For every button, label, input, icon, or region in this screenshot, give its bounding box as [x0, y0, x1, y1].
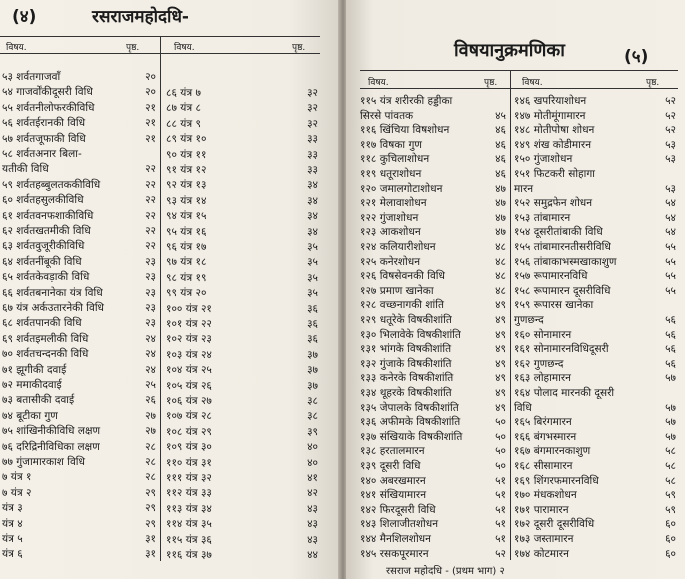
- left-b-entry-title: १०० यंत्र २१: [166, 302, 212, 315]
- right-a-entry-title: १२९ धतूरेके विषकीशांति: [360, 314, 452, 326]
- right-b-entry-page: ५५: [665, 284, 676, 297]
- left-b-entry-page: ३७: [307, 364, 318, 377]
- left-a-entry-title: ६६ शर्वतबनानेका यंत्र विधि: [2, 286, 103, 299]
- right-b-entry-page: ५५: [665, 241, 676, 253]
- right-b-entry-title: १७२ दूसरी दूसरीविधि: [514, 518, 595, 531]
- right-b-entry-page: ५५: [665, 255, 676, 268]
- right-b-entry-title: १५९ रूपारस खानेका: [514, 299, 594, 312]
- right-a-entry-page: ५०: [495, 430, 506, 443]
- left-a-entry-title: ७६ दरिद्रिनीविधिका लक्षण: [2, 440, 100, 453]
- right-b-entry-title: गुणछन्द: [514, 314, 544, 326]
- left-b-entry-page: ४०: [307, 441, 318, 454]
- right-a-entry-title: १४१ संखियामारन: [360, 489, 427, 502]
- left-b-entry-title: ८७ यंत्र ८: [166, 102, 201, 115]
- right-colhead-page-a: पृष्ठ.: [484, 78, 498, 88]
- right-a-entry-page: ४९: [495, 314, 506, 326]
- right-b-entry-title: १५८ रूपामारन दूसरीविधि: [514, 284, 611, 297]
- right-b-entry-page: ५४: [665, 226, 676, 239]
- left-a-entry-page: २२: [145, 240, 156, 253]
- left-b-entry-title: ९८ यंत्र १९: [166, 271, 207, 284]
- left-b-entry-page: ३४: [307, 179, 318, 192]
- left-b-entry-page: ३८: [307, 395, 318, 407]
- left-b-entry-page: ३४: [307, 225, 318, 238]
- right-colhead-subject-b: विषय.: [522, 78, 543, 88]
- left-a-entry-title: ५९ शर्वतहब्बुलतककीविधि: [2, 178, 101, 191]
- left-b-entry-title: १०५ यंत्र २६: [166, 379, 212, 392]
- left-b-entry-title: १०९ यंत्र ३०: [166, 441, 212, 454]
- right-a-entry-page: ४९: [495, 328, 506, 341]
- right-footer: रसराज महोदधि - (प्रथम भाग) २: [386, 566, 505, 577]
- left-b-entry-title: ९३ यंत्र १४: [166, 194, 207, 207]
- right-b-entry-title: विधि: [514, 401, 532, 414]
- left-a-entry-page: २५: [145, 379, 156, 391]
- right-a-entry-title: १२७ प्रमाण खानेका: [360, 284, 434, 297]
- right-b-entry-page: ५७: [665, 401, 676, 414]
- left-a-entry-title: ७ यंत्र १: [2, 471, 32, 484]
- right-a-entry-title: ११५ यंत्र शरीरकी हड्डीका: [360, 95, 453, 107]
- left-a-entry-page: २१: [145, 117, 156, 130]
- left-a-entry-page: २३: [145, 302, 156, 314]
- right-b-entry-page: ५६: [665, 328, 676, 341]
- right-a-entry-title: १३४ थूहरके विषकीशांति: [360, 387, 452, 399]
- right-b-entry-title: १४८ मोतीपोषा शोधन: [514, 124, 595, 137]
- right-b-entry-page: ५६: [665, 357, 676, 370]
- right-a-entry-title: १३९ दूसरी विधि: [360, 460, 421, 472]
- right-b-entry-page: ५४: [665, 211, 676, 224]
- left-a-entry-title: यंत्र ३: [2, 502, 23, 515]
- left-a-entry-page: २०: [145, 71, 156, 83]
- left-b-entry-title: ११६ यंत्र ३७: [166, 549, 212, 561]
- right-b-entry-page: ५७: [665, 416, 676, 429]
- right-page: [346, 0, 685, 579]
- left-b-entry-title: ८९ यंत्र १०: [166, 133, 207, 146]
- right-b-entry-page: ६०: [665, 518, 676, 531]
- right-b-entry-page: ५९: [665, 503, 676, 516]
- right-b-entry-title: १५३ तांबामारन: [514, 211, 571, 224]
- left-b-entry-title: ९९ यंत्र २०: [166, 287, 207, 300]
- right-page-title: विषयानुक्रमणिका: [454, 40, 565, 61]
- right-a-entry-title: १२० जमालगोटाशोधन: [360, 182, 443, 195]
- right-a-entry-page: ४६: [495, 138, 506, 151]
- right-a-entry-title: १२५ कनेरशोधन: [360, 255, 421, 268]
- right-b-entry-title: मारन: [514, 182, 534, 195]
- right-b-entry-page: ५६: [665, 314, 676, 326]
- right-b-entry-page: ५६: [665, 343, 676, 356]
- left-a-entry-title: ६८ शर्वतपानकी विधि: [2, 317, 82, 330]
- left-a-entry-title: ६७ यंत्र अर्कउतारनेकी विधि: [2, 302, 105, 314]
- right-b-entry-page: ६०: [665, 533, 676, 545]
- right-a-entry-title: १२३ आकशोधन: [360, 226, 421, 239]
- right-a-entry-page: ५१: [495, 489, 506, 502]
- right-b-entry-title: १६९ शिंगरफमारनविधि: [514, 474, 599, 487]
- left-b-entry-page: ३२: [307, 87, 318, 99]
- right-a-entry-page: ५१: [495, 474, 506, 487]
- right-a-entry-title: १४२ फिरदूसरी विधि: [360, 503, 436, 516]
- right-a-entry-page: ४९: [495, 357, 506, 370]
- right-b-entry-page: ५३: [665, 138, 676, 151]
- left-a-entry-page: २९: [145, 486, 156, 499]
- left-b-entry-title: १०७ यंत्र २८: [166, 410, 212, 423]
- right-a-entry-page: ४९: [495, 343, 506, 356]
- right-colhead-page-b: पृष्ठ.: [646, 78, 660, 88]
- left-b-entry-title: ११५ यंत्र ३६: [166, 533, 212, 546]
- left-a-entry-title: यंत्र ६: [2, 548, 23, 561]
- left-b-entry-title: १०२ यंत्र २३: [166, 333, 212, 346]
- right-top-rule: [360, 70, 678, 71]
- right-a-entry-title: १४४ मैनशिलशोधन: [360, 533, 431, 545]
- right-b-entry-title: १६२ गुणछन्द: [514, 357, 564, 370]
- right-b-entry-page: ५५: [665, 270, 676, 283]
- left-a-entry-page: २०: [145, 86, 156, 99]
- left-a-entry-title: ७१ झूगीकी दवाई: [2, 363, 67, 376]
- right-head-rule: [360, 88, 678, 89]
- left-b-entry-title: ९४ यंत्र १५: [166, 210, 207, 223]
- left-b-entry-page: ३२: [307, 102, 318, 115]
- right-a-entry-title: १२६ विषसेवनकी विधि: [360, 270, 445, 283]
- left-b-entry-page: ३६: [307, 302, 318, 315]
- right-b-entry-title: १६३ लोहामारन: [514, 372, 571, 385]
- left-a-entry-page: २८: [145, 440, 156, 453]
- left-b-entry-page: ३६: [307, 333, 318, 346]
- right-a-entry-title: १२४ कलियारीशोधन: [360, 241, 436, 253]
- right-a-entry-page: ४६: [495, 153, 506, 166]
- left-b-entry-page: ४३: [307, 518, 318, 531]
- left-a-entry-title: ७४ बूटीका गुण: [2, 409, 58, 422]
- left-a-entry-title: ७५ शांखिनीकीविधि लक्षण: [2, 425, 101, 438]
- left-b-entry-page: ३६: [307, 318, 318, 330]
- right-b-entry-title: १५२ समुद्रफेन शोधन: [514, 197, 593, 210]
- left-a-entry-page: ३१: [145, 533, 156, 545]
- left-a-entry-page: २२: [145, 225, 156, 237]
- left-a-entry-title: ७७ गुंजामारकाश विधि: [2, 456, 85, 468]
- right-a-entry-page: ४९: [495, 372, 506, 385]
- left-b-entry-title: ९५ यंत्र १६: [166, 225, 207, 238]
- left-b-entry-title: १११ यंत्र ३२: [166, 472, 212, 484]
- right-a-entry-page: ४८: [495, 270, 506, 283]
- left-b-entry-page: ४०: [307, 456, 318, 469]
- left-a-entry-title: ६१ शर्वतवनफशाकीविधि: [2, 209, 94, 222]
- left-b-entry-page: ३२: [307, 117, 318, 130]
- right-a-entry-title: १२२ गुंजाशोधन: [360, 211, 419, 224]
- left-a-entry-title: ५८ शर्वतअनार बिला-: [2, 148, 82, 160]
- right-b-entry-title: १६६ बंगभस्मारन: [514, 430, 577, 443]
- right-a-entry-page: ४९: [495, 387, 506, 399]
- right-a-entry-title: १३३ कनेरके विषकीशांति: [360, 372, 454, 385]
- left-a-entry-page: २२: [145, 194, 156, 207]
- left-a-entry-title: यतीकी विधि: [2, 163, 49, 176]
- right-a-entry-title: १३६ अफीमके विषकीशांति: [360, 416, 461, 429]
- right-a-entry-title: १३२ गुंजाके विषकीशांति: [360, 357, 452, 370]
- left-b-entry-title: ९१ यंत्र १२: [166, 164, 207, 176]
- right-b-entry-title: १४९ शंख कोडीमारन: [514, 138, 592, 151]
- left-b-entry-title: ११४ यंत्र ३५: [166, 518, 212, 531]
- right-b-entry-page: ५९: [665, 489, 676, 502]
- left-b-entry-page: ४२: [307, 487, 318, 500]
- right-a-entry-page: ५०: [495, 460, 506, 472]
- right-column-divider: [510, 70, 511, 560]
- left-a-entry-page: २९: [145, 502, 156, 515]
- right-b-entry-title: १४७ मोतीमूंगामारन: [514, 109, 586, 122]
- right-b-entry-title: १७१ पारामारन: [514, 503, 569, 516]
- left-b-entry-page: ३३: [307, 133, 318, 146]
- left-a-entry-page: २२: [145, 209, 156, 222]
- right-b-entry-page: ५२: [665, 124, 676, 137]
- right-b-entry-title: १६० सोनामारन: [514, 328, 572, 341]
- left-b-entry-page: ४१: [307, 472, 318, 484]
- left-a-entry-page: ३१: [145, 548, 156, 561]
- right-a-entry-page: ४७: [495, 211, 506, 224]
- left-a-entry-page: २७: [145, 409, 156, 422]
- right-a-entry-page: ५१: [495, 518, 506, 531]
- left-b-entry-title: ९६ यंत्र १७: [166, 241, 207, 253]
- right-a-entry-page: ५२: [495, 547, 506, 560]
- right-b-entry-title: १४६ खपरियाशोधन: [514, 95, 587, 107]
- left-page-title: रसराजमहोदधि-: [92, 7, 189, 27]
- right-a-entry-page: ४९: [495, 299, 506, 312]
- right-b-entry-page: ५२: [665, 109, 676, 122]
- right-b-entry-title: १६७ बंगमारनकाशुण: [514, 445, 591, 458]
- left-a-entry-page: २४: [145, 363, 156, 376]
- right-b-entry-page: ५४: [665, 197, 676, 210]
- right-a-entry-page: ५०: [495, 445, 506, 458]
- left-a-entry-page: २६: [145, 394, 156, 407]
- left-a-entry-page: २४: [145, 332, 156, 345]
- left-a-entry-title: ५३ शर्वतगाजवाँ: [2, 71, 61, 83]
- left-a-entry-page: २८: [145, 456, 156, 468]
- right-a-entry-title: १३८ हरतालमारन: [360, 445, 425, 458]
- left-a-entry-page: २७: [145, 425, 156, 438]
- right-b-entry-title: १६८ सीसामारन: [514, 460, 573, 472]
- right-page-number: (५): [624, 47, 649, 67]
- right-a-entry-title: १२१ मेलावाशोधन: [360, 197, 427, 210]
- right-a-entry-title: ११७ विषका गुण: [360, 138, 422, 151]
- left-b-entry-page: ३९: [307, 425, 318, 438]
- right-a-entry-page: ४८: [495, 255, 506, 268]
- left-b-entry-page: ३७: [307, 379, 318, 392]
- left-b-entry-page: ३५: [307, 241, 318, 253]
- left-a-entry-page: २९: [145, 517, 156, 530]
- left-b-entry-page: ४४: [307, 549, 318, 561]
- right-a-entry-page: ४८: [495, 241, 506, 253]
- left-a-entry-title: ६९ शर्वतइमलीकी विधि: [2, 332, 89, 345]
- right-b-entry-title: १६१ सोनामारनविधिदूसरी: [514, 343, 609, 356]
- right-a-entry-page: ४५: [495, 109, 506, 122]
- right-b-entry-title: १६४ पोलाद मारनकी दूसरी: [514, 387, 615, 399]
- left-a-entry-title: ५५ शर्वतनीलोफरकीविधि: [2, 101, 95, 114]
- right-a-entry-title: १२८ वच्छनागकी शांति: [360, 299, 444, 312]
- left-a-entry-page: २३: [145, 255, 156, 268]
- left-a-entry-title: ५६ शर्वतईरानकी विधि: [2, 117, 86, 130]
- right-a-entry-page: ४७: [495, 226, 506, 239]
- right-b-entry-page: ५३: [665, 182, 676, 195]
- left-a-entry-title: ६४ शर्वतनींबूकी विधि: [2, 255, 82, 268]
- left-colhead-subject-a: विषय.: [6, 43, 27, 53]
- right-a-entry-title: १३७ संखियाके विषकीशांति: [360, 430, 463, 443]
- right-a-entry-title: ११६ खिंचिया विषशोधन: [360, 124, 450, 137]
- right-a-entry-title: ११८ कुचिलाशोधन: [360, 153, 430, 166]
- left-b-entry-page: ३४: [307, 210, 318, 223]
- left-b-entry-title: ८६ यंत्र ७: [166, 87, 201, 99]
- left-b-entry-page: ४३: [307, 502, 318, 515]
- right-b-entry-page: ५८: [665, 445, 676, 458]
- right-a-entry-page: ५१: [495, 533, 506, 545]
- left-b-entry-title: १०८ यंत्र २९: [166, 425, 212, 438]
- left-a-entry-title: ७ यंत्र २: [2, 486, 32, 499]
- right-a-entry-title: १४० अबरखमारन: [360, 474, 426, 487]
- right-b-entry-title: १५७ रूपामारनविधि: [514, 270, 588, 283]
- left-a-entry-title: ५७ शर्वतजूफाकी विधि: [2, 132, 86, 145]
- left-a-entry-title: ६० शर्वतहसुलकीविधि: [2, 194, 84, 207]
- left-b-entry-page: ३३: [307, 148, 318, 161]
- left-b-entry-title: ११२ यंत्र ३३: [166, 487, 212, 500]
- right-b-entry-title: १७० मंधकशोधन: [514, 489, 577, 502]
- left-a-entry-page: २२: [145, 178, 156, 191]
- left-page-number: (४): [12, 7, 37, 27]
- left-colhead-subject-b: विषय.: [174, 43, 195, 53]
- left-colhead-page-b: पृष्ठ.: [292, 43, 306, 53]
- left-a-entry-title: ६२ शर्वतखतमीकी विधि: [2, 225, 91, 237]
- right-a-entry-title: १३५ जेपालके विषकीशांति: [360, 401, 459, 414]
- right-b-entry-page: ५८: [665, 474, 676, 487]
- left-b-entry-title: ११० यंत्र ३१: [166, 456, 212, 469]
- left-a-entry-page: २१: [145, 101, 156, 114]
- left-b-entry-title: ९२ यंत्र १३: [166, 179, 207, 192]
- right-b-entry-page: ५२: [665, 95, 676, 107]
- left-b-entry-title: ८८ यंत्र ९: [166, 117, 201, 130]
- right-b-entry-page: ५७: [665, 372, 676, 385]
- left-column-divider: [160, 36, 161, 561]
- left-a-entry-title: ६५ शर्वतकेवड़ाकी विधि: [2, 271, 90, 284]
- right-b-entry-page: ६०: [665, 547, 676, 560]
- right-a-entry-page: ४६: [495, 168, 506, 180]
- left-b-entry-page: ३४: [307, 194, 318, 207]
- left-b-entry-title: १०१ यंत्र २२: [166, 318, 212, 330]
- left-b-entry-page: ३३: [307, 164, 318, 176]
- right-b-entry-title: १५४ दूसरीतांबाकी विधि: [514, 226, 603, 239]
- left-b-entry-page: ४३: [307, 533, 318, 546]
- left-b-entry-page: ३५: [307, 287, 318, 300]
- left-a-entry-title: यंत्र ५: [2, 533, 23, 545]
- left-a-entry-title: ७२ ममाकीदवाई: [2, 379, 62, 391]
- right-a-entry-page: ५०: [495, 416, 506, 429]
- left-page: [0, 0, 340, 579]
- right-a-entry-title: १३१ भांगके विषकीशांति: [360, 343, 452, 356]
- left-b-entry-title: १०४ यंत्र २५: [166, 364, 212, 377]
- right-b-entry-page: ५३: [665, 153, 676, 166]
- left-b-entry-title: ९० यंत्र ११: [166, 148, 207, 161]
- right-b-entry-title: १५५ तांबामारनतीसरीविधि: [514, 241, 611, 253]
- right-a-entry-page: ४६: [495, 124, 506, 137]
- right-b-entry-title: १६५ बिरंगमारन: [514, 416, 572, 429]
- left-a-entry-title: ७३ बतासीकी दवाई: [2, 394, 75, 407]
- right-a-entry-title: १३० भिलावेके विषकीशांति: [360, 328, 461, 341]
- left-colhead-page-a: पृष्ठ.: [126, 43, 140, 53]
- left-a-entry-page: २३: [145, 317, 156, 330]
- right-b-entry-title: १७४ कोटमारन: [514, 547, 569, 560]
- right-b-entry-title: १५० गुंजाशोधन: [514, 153, 573, 166]
- left-b-entry-page: ३७: [307, 348, 318, 361]
- right-a-entry-title: १४५ रसकपूरमारन: [360, 547, 429, 560]
- right-a-entry-title: १४३ शिलाजीतशोधन: [360, 518, 439, 531]
- left-b-entry-title: ११३ यंत्र ३४: [166, 502, 212, 515]
- left-b-entry-page: ३८: [307, 410, 318, 423]
- left-b-entry-page: ३५: [307, 271, 318, 284]
- left-b-entry-page: ३५: [307, 256, 318, 269]
- left-a-entry-page: २२: [145, 163, 156, 176]
- left-a-entry-page: २४: [145, 348, 156, 361]
- right-a-entry-page: ४७: [495, 197, 506, 210]
- left-a-entry-page: २३: [145, 286, 156, 299]
- right-a-entry-title: ११९ धतूराशोधन: [360, 168, 422, 180]
- left-b-entry-title: १०६ यंत्र २७: [166, 395, 212, 407]
- left-a-entry-page: २३: [145, 271, 156, 284]
- left-a-entry-title: ७० शर्वतचन्दनकी विधि: [2, 348, 89, 361]
- left-a-entry-page: २८: [145, 471, 156, 484]
- left-a-entry-title: ५४ गाजर्वोंकीदूसरी विधि: [2, 86, 93, 99]
- right-a-entry-title: सिरसे पांवतक: [360, 109, 414, 122]
- left-a-entry-title: यंत्र ४: [2, 517, 23, 530]
- left-b-entry-title: ९७ यंत्र १८: [166, 256, 207, 269]
- right-a-entry-page: ४९: [495, 401, 506, 414]
- right-a-entry-page: ५१: [495, 503, 506, 516]
- right-b-entry-page: ५८: [665, 460, 676, 472]
- right-b-entry-title: १५६ तांबाकाभस्मखाकाशुण: [514, 255, 617, 268]
- left-a-entry-title: ६३ शर्वतवुजूरीकीविधि: [2, 240, 85, 253]
- right-a-entry-page: ४८: [495, 284, 506, 297]
- right-b-entry-title: १५१ फिटकरी सोहागा: [514, 168, 595, 180]
- right-colhead-subject-a: विषय.: [368, 78, 389, 88]
- right-b-entry-page: ५७: [665, 430, 676, 443]
- left-a-entry-page: २१: [145, 132, 156, 145]
- left-b-entry-title: १०३ यंत्र २४: [166, 348, 212, 361]
- right-b-entry-title: १७३ जस्तामारन: [514, 533, 574, 545]
- right-a-entry-page: ४७: [495, 182, 506, 195]
